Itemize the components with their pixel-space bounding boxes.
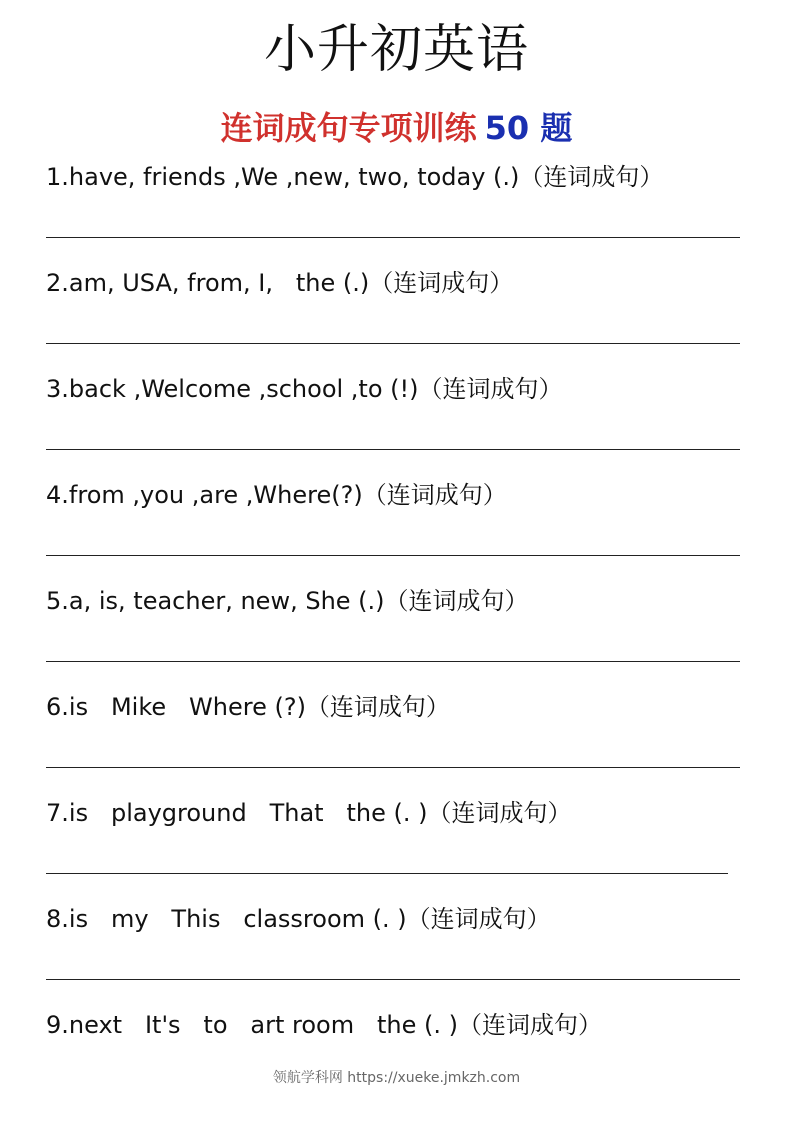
question-1: 1.have, friends ,We ,new, two, today (.)（连词成句） (46, 163, 664, 191)
answer-line-8[interactable] (46, 979, 740, 980)
question-6: 6.is Mike Where (?)（连词成句） (46, 693, 450, 721)
question-5: 5.a, is, teacher, new, She (.)（连词成句） (46, 587, 529, 615)
page-title: 小升初英语 (263, 20, 529, 80)
question-3: 3.back ,Welcome ,school ,to (!)（连词成句） (46, 375, 563, 403)
answer-line-2[interactable] (46, 343, 740, 344)
answer-line-4[interactable] (46, 555, 740, 556)
answer-line-1[interactable] (46, 237, 740, 238)
subtitle-count: 50 题 (484, 109, 573, 147)
question-2: 2.am, USA, from, I, the (.)（连词成句） (46, 269, 514, 297)
question-8: 8.is my This classroom (. )（连词成句） (46, 905, 551, 933)
footer-watermark: 领航学科网 https://xueke.jmkzh.com (272, 1070, 521, 1086)
subtitle-main: 连词成句专项训练 (220, 109, 477, 147)
answer-line-6[interactable] (46, 767, 740, 768)
question-4: 4.from ,you ,are ,Where(?)（连词成句） (46, 481, 507, 509)
answer-line-5[interactable] (46, 661, 740, 662)
question-7: 7.is playground That the (. )（连词成句） (46, 799, 572, 827)
answer-line-7[interactable] (46, 873, 728, 874)
answer-line-3[interactable] (46, 449, 740, 450)
question-9: 9.next It's to art room the (. )（连词成句） (46, 1011, 602, 1039)
page-subtitle (0, 104, 793, 152)
